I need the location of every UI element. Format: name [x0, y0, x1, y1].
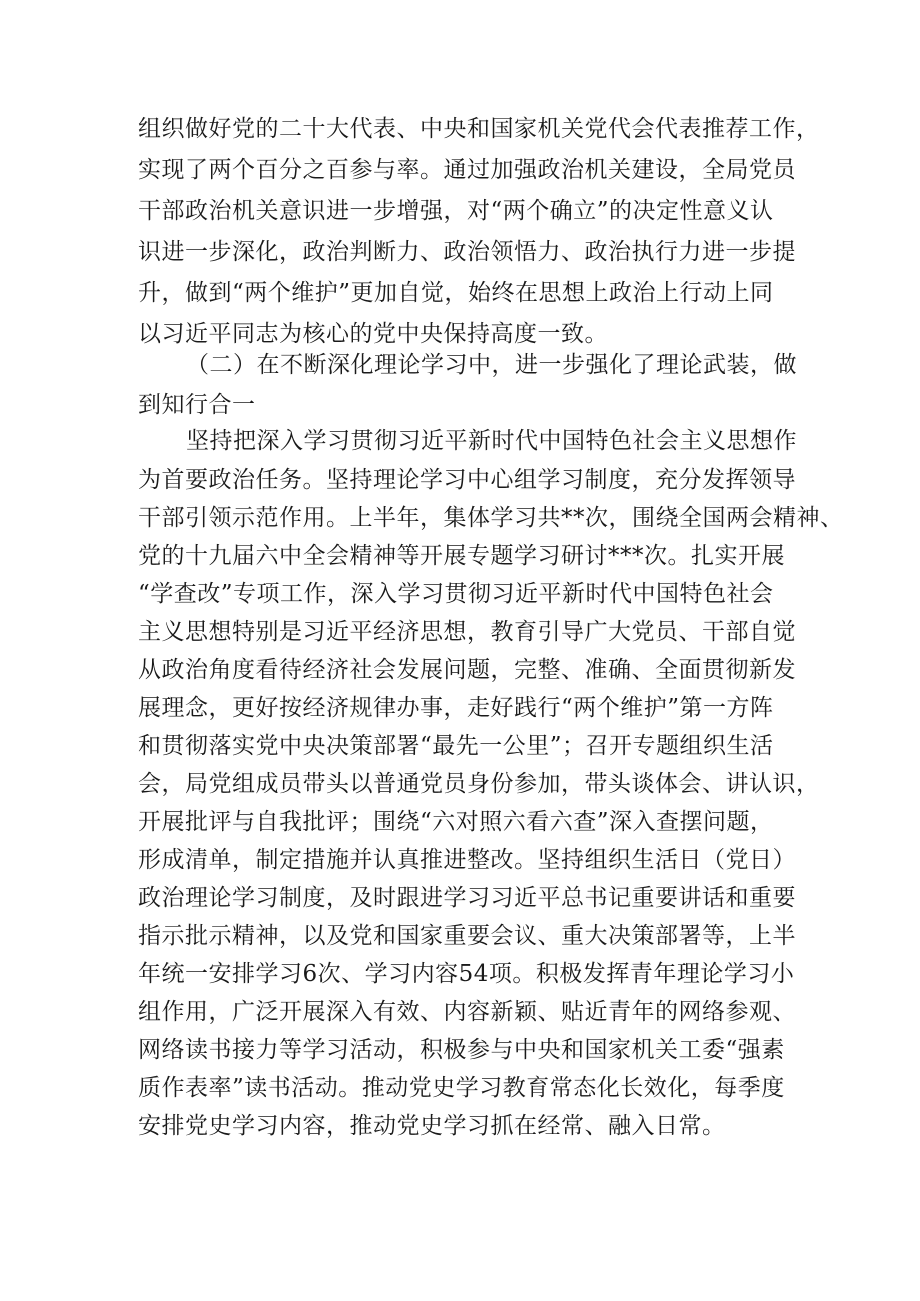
text-line: 网络读书接力等学习活动，积极参与中央和国家机关工委“强素 — [138, 1037, 785, 1063]
text-line: 安排党史学习内容，推动党史学习抓在经常、融入日常。 — [138, 1113, 726, 1139]
text-line: 形成清单，制定措施并认真推进整改。坚持组织生活日（党日） — [138, 847, 796, 873]
text-line: 从政治角度看待经济社会发展问题，完整、准确、全面贯彻新发 — [138, 657, 796, 683]
text-line: 升，做到“两个维护”更加自觉，始终在思想上政治上行动上同 — [138, 280, 774, 306]
text-line: 识进一步深化，政治判断力、政治领悟力、政治执行力进一步提 — [138, 239, 796, 265]
text-line: 政治理论学习制度，及时跟进学习习近平总书记重要讲话和重要 — [138, 885, 796, 911]
text-line: 质作表率”读书活动。推动党史学习教育常态化长效化，每季度 — [138, 1075, 785, 1101]
text-line: 坚持把深入学习贯彻习近平新时代中国特色社会主义思想作 — [186, 428, 797, 454]
text-line: 和贯彻落实党中央决策部署“最先一公里”；召开专题组织生活 — [138, 733, 774, 759]
text-line: 年统一安排学习6次、学习内容54项。积极发挥青年理论学习小 — [138, 961, 795, 987]
text-line: 以习近平同志为核心的党中央保持高度一致。 — [138, 321, 608, 347]
text-line: 党的十九届六中全会精神等开展专题学习研讨***次。扎实开展 — [138, 543, 785, 569]
text-line: 干部引领示范作用。上半年，集体学习共**次，围绕全国两会精神、 — [138, 505, 844, 531]
text-line: 会，局党组成员带头以普通党员身份参加，带头谈体会、讲认识， — [138, 771, 820, 797]
text-line: 组织做好党的二十大代表、中央和国家机关党代会代表推荐工作， — [138, 116, 820, 142]
text-line: 主义思想特别是习近平经济思想，教育引导广大党员、干部自觉 — [138, 619, 796, 645]
text-line: 组作用，广泛开展深入有效、内容新颖、贴近青年的网络参观、 — [138, 999, 796, 1025]
text-line: “学查改”专项工作，深入学习贯彻习近平新时代中国特色社会 — [138, 581, 774, 607]
heading-line: 到知行合一 — [138, 392, 256, 418]
heading-line: （二）在不断深化理论学习中，进一步强化了理论武装，做 — [186, 352, 797, 378]
text-line: 展理念，更好按经济规律办事，走好践行“两个维护”第一方阵 — [138, 695, 774, 721]
text-line: 为首要政治任务。坚持理论学习中心组学习制度，充分发挥领导 — [138, 467, 796, 493]
text-line: 指示批示精神，以及党和国家重要会议、重大决策部署等，上半 — [138, 923, 796, 949]
text-line: 干部政治机关意识进一步增强，对“两个确立”的决定性意义认 — [138, 198, 774, 224]
text-line: 开展批评与自我批评；围绕“六对照六看六查”深入查摆问题， — [138, 809, 774, 835]
text-line: 实现了两个百分之百参与率。通过加强政治机关建设，全局党员 — [138, 157, 796, 183]
